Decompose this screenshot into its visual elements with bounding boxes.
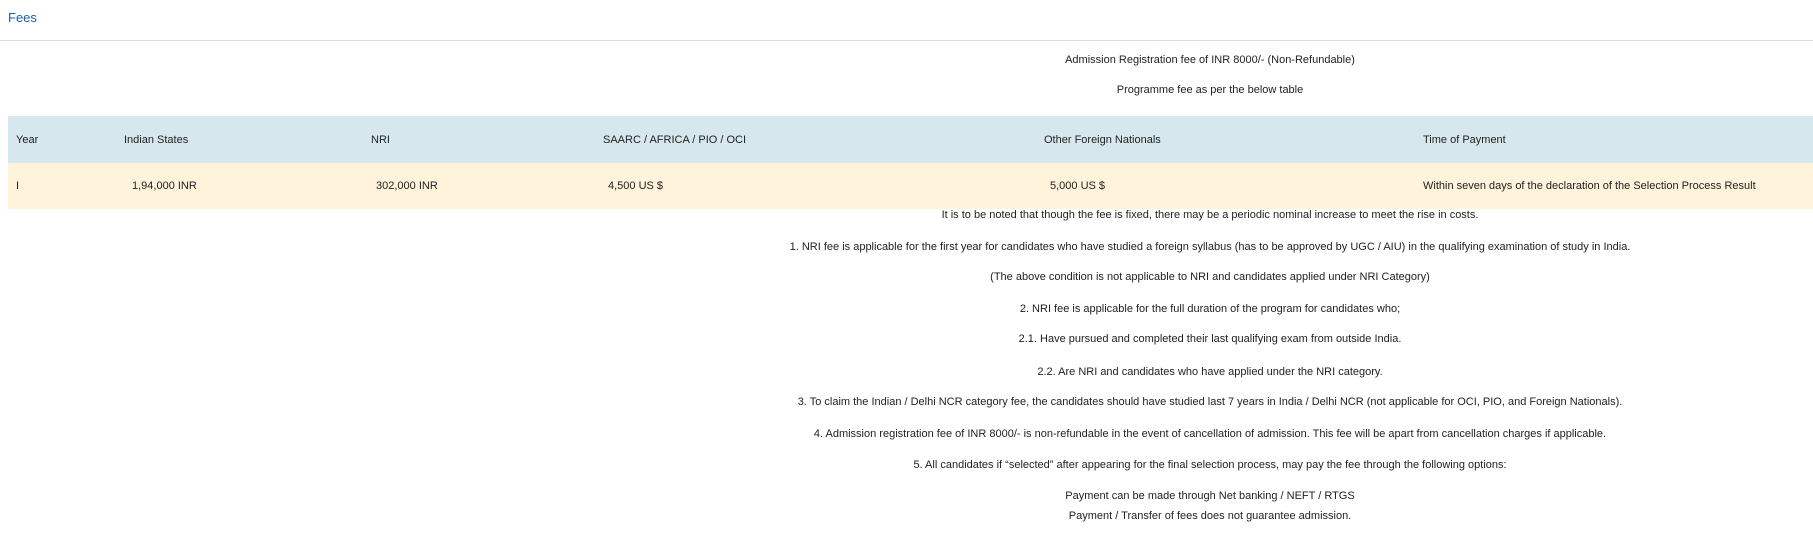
cell-nri: 302,000 INR	[376, 180, 438, 192]
fees-table	[8, 116, 1813, 209]
table-row	[8, 163, 1813, 209]
programme-fee-text: Programme fee as per the below table	[1116, 84, 1304, 96]
page-title: Fees	[8, 10, 37, 25]
note-1: 1. NRI fee is applicable for the first year for candidates who have studied a foreign syllabus (has to be approved by UGC / AIU) in the qualifying examination of study in India.	[789, 241, 1631, 253]
registration-fee-text: Admission Registration fee of INR 8000/- (Non-Refundable)	[1065, 54, 1355, 66]
note-2-2: 2.2. Are NRI and candidates who have applied under the NRI category.	[1037, 366, 1383, 378]
column-header-year: Year	[16, 133, 39, 146]
note-4: 4. Admission registration fee of INR 8000/- is non-refundable in the event of cancellation of admission. This fee will be apart from cancellation charges if applicable.	[813, 428, 1607, 440]
note-2-1: 2.1. Have pursued and completed their last qualifying exam from outside India.	[1018, 333, 1402, 345]
cell-indian-states: 1,94,000 INR	[132, 180, 197, 192]
cell-time-of-payment: Within seven days of the declaration of the Selection Process Result	[1423, 180, 1756, 192]
column-header-saarc: SAARC / AFRICA / PIO / OCI	[603, 133, 747, 146]
cell-saarc: 4,500 US $	[608, 180, 664, 192]
column-header-indian-states: Indian States	[124, 133, 189, 146]
note-3: 3. To claim the Indian / Delhi NCR category fee, the candidates should have studied last 7 years in India / Delhi NCR (not applicable for OCI, PIO, and Foreign Nationals).	[797, 396, 1623, 408]
table-header-row	[8, 116, 1813, 163]
cell-other-foreign: 5,000 US $	[1050, 180, 1106, 192]
column-header-nri: NRI	[371, 133, 390, 146]
cell-year: I	[16, 180, 20, 192]
column-header-other-foreign: Other Foreign Nationals	[1044, 133, 1161, 146]
note-5: 5. All candidates if “selected” after appearing for the final selection process, may pay the fee through the following options:	[913, 459, 1507, 471]
column-header-time-of-payment: Time of Payment	[1423, 133, 1506, 146]
note-1-condition: (The above condition is not applicable to NRI and candidates applied under NRI Category)	[990, 271, 1430, 283]
note-fixed-fee: It is to be noted that though the fee is fixed, there may be a periodic nominal increase to meet the rise in costs.	[941, 209, 1479, 221]
payment-method-text: Payment can be made through Net banking / NEFT / RTGS	[1065, 490, 1355, 502]
payment-disclaimer-text: Payment / Transfer of fees does not guarantee admission.	[1068, 510, 1352, 522]
note-2: 2. NRI fee is applicable for the full duration of the program for candidates who;	[1019, 303, 1401, 315]
page-header	[0, 0, 1813, 41]
